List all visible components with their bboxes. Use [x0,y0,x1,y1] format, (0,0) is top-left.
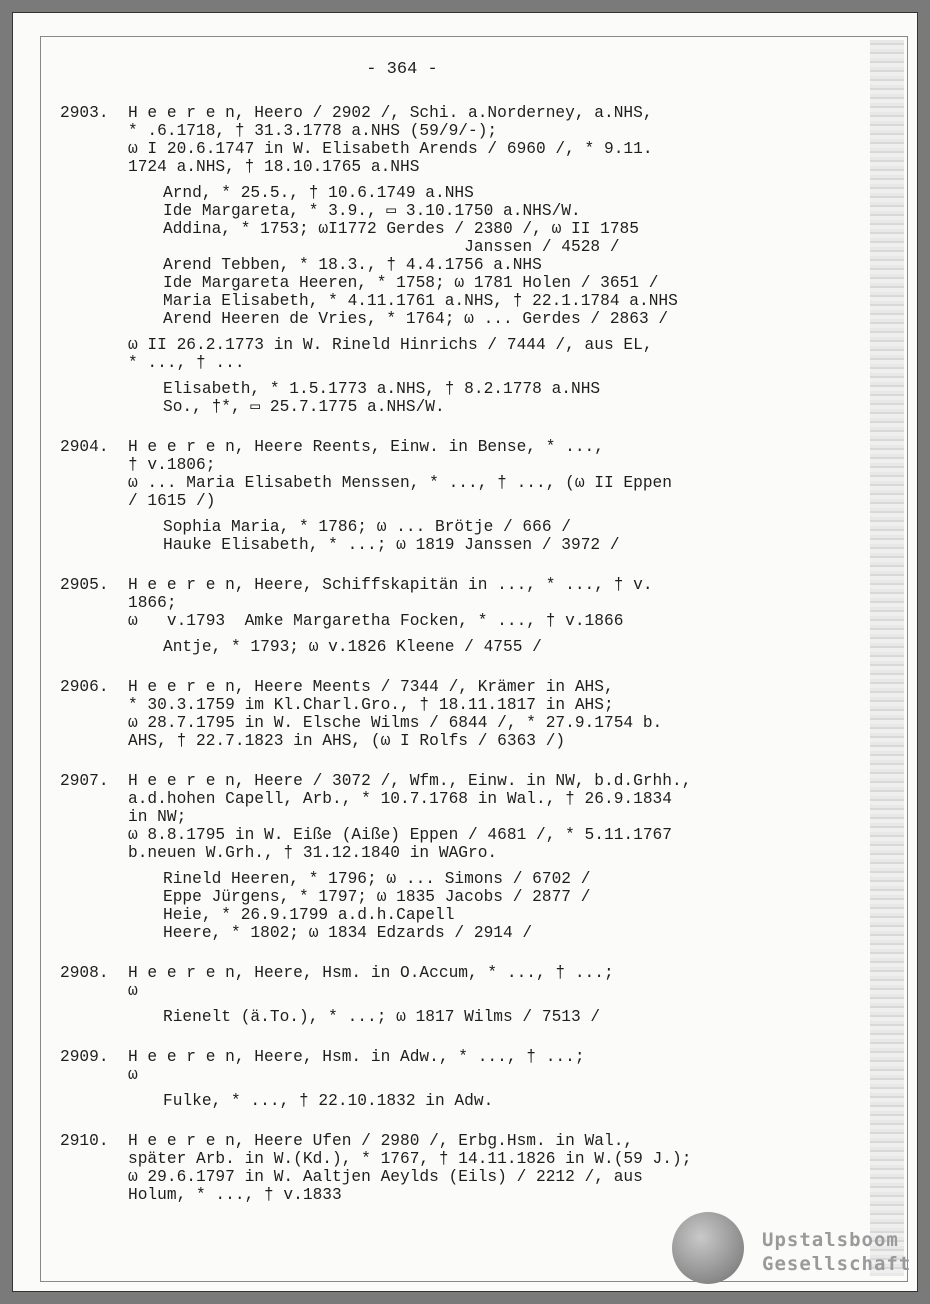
logo-line-1: Upstalsboom [762,1229,899,1251]
entry-line: H e e r e n, Heere Ufen / 2980 /, Erbg.Hsm. in Wal., [128,1132,634,1150]
children-list [128,518,820,554]
entry-line: ω 8.8.1795 in W. Eiße (Aiße) Eppen / 4681 /, * 5.11.1767 [128,826,672,844]
entry-text [128,104,820,176]
entry-line: später Arb. in W.(Kd.), * 1767, † 14.11.1826 in W.(59 J.); [128,1150,692,1168]
document-page [12,12,918,1292]
entry [60,576,820,656]
entry-text [128,1132,820,1204]
child-line: Elisabeth, * 1.5.1773 a.NHS, † 8.2.1778 a.NHS [163,380,601,398]
entry-text [128,678,820,750]
page-number: - 364 - [366,60,438,79]
entry-line: ω v.1793 Amke Margaretha Focken, * ..., † v.1866 [128,612,624,630]
entry-number: 2909. [60,1048,109,1066]
entry-line: AHS, † 22.7.1823 in AHS, (ω I Rolfs / 6363 /) [128,732,566,750]
entry-line: ω ... Maria Elisabeth Menssen, * ..., † ..., (ω II Eppen [128,474,672,492]
children-list [128,184,820,328]
entry-line: † v.1806; [128,456,216,474]
entry-number: 2908. [60,964,109,982]
child-line: Janssen / 4528 / [163,238,620,256]
child-line: Arnd, * 25.5., † 10.6.1749 a.NHS [163,184,474,202]
children-list [128,638,820,656]
entry [60,678,820,750]
entry [60,772,820,942]
scan-edge [870,40,904,1276]
entry-number: 2907. [60,772,109,790]
entry-line: H e e r e n, Heere / 3072 /, Wfm., Einw. in NW, b.d.Grhh., [128,772,692,790]
children-list [128,1092,820,1110]
entry-line: in NW; [128,808,187,826]
entry-line: H e e r e n, Heere, Schiffskapitän in ..., * ..., † v. [128,576,653,594]
seal-icon [672,1212,744,1284]
child-line: So., †*, ▭ 25.7.1775 a.NHS/W. [163,398,445,416]
entry [60,438,820,554]
entry-line: * .6.1718, † 31.3.1778 a.NHS (59/9/-); [128,122,498,140]
entry-line: Holum, * ..., † v.1833 [128,1186,342,1204]
child-line: Eppe Jürgens, * 1797; ω 1835 Jacobs / 2877 / [163,888,591,906]
entry [60,1048,820,1110]
entry-line: H e e r e n, Heere, Hsm. in Adw., * ..., † ...; [128,1048,585,1066]
child-line: Rienelt (ä.To.), * ...; ω 1817 Wilms / 7513 / [163,1008,601,1026]
entry-line: / 1615 /) [128,492,216,510]
child-line: Fulke, * ..., † 22.10.1832 in Adw. [163,1092,494,1110]
entry-line: H e e r e n, Heero / 2902 /, Schi. a.Norderney, a.NHS, [128,104,653,122]
entry-number: 2904. [60,438,109,456]
entry-number: 2906. [60,678,109,696]
logo-line-2: Gesellschaft [762,1253,912,1275]
entry-number: 2905. [60,576,109,594]
entry [60,1132,820,1204]
entry-line: ω II 26.2.1773 in W. Rineld Hinrichs / 7444 /, aus EL, [128,336,653,354]
entry-text [128,336,820,372]
children-list [128,380,820,416]
child-line: Hauke Elisabeth, * ...; ω 1819 Janssen / 3972 / [163,536,620,554]
children-list [128,870,820,942]
entry-line: H e e r e n, Heere, Hsm. in O.Accum, * ..., † ...; [128,964,614,982]
society-logo [670,1212,910,1290]
entry-line: ω [128,1066,138,1084]
child-line: Addina, * 1753; ωI1772 Gerdes / 2380 /, ω II 1785 [163,220,639,238]
entry-line: ω I 20.6.1747 in W. Elisabeth Arends / 6960 /, * 9.11. [128,140,653,158]
entry-line: a.d.hohen Capell, Arb., * 10.7.1768 in Wal., † 26.9.1834 [128,790,672,808]
child-line: Heere, * 1802; ω 1834 Edzards / 2914 / [163,924,533,942]
entry-line: b.neuen W.Grh., † 31.12.1840 in WAGro. [128,844,498,862]
entry-number: 2910. [60,1132,109,1150]
child-line: Sophia Maria, * 1786; ω ... Brötje / 666 / [163,518,571,536]
children-list [128,1008,820,1026]
child-line: Ide Margareta, * 3.9., ▭ 3.10.1750 a.NHS/W. [163,202,581,220]
entry-text [128,438,820,510]
entry-line: 1724 a.NHS, † 18.10.1765 a.NHS [128,158,420,176]
entry [60,104,820,416]
entry-line: ω 28.7.1795 in W. Elsche Wilms / 6844 /, * 27.9.1754 b. [128,714,663,732]
entry-line: 1866; [128,594,177,612]
entry-text [128,772,820,862]
entry-text [128,1048,820,1084]
child-line: Rineld Heeren, * 1796; ω ... Simons / 6702 / [163,870,591,888]
entry-number: 2903. [60,104,109,122]
entry-line: H e e r e n, Heere Meents / 7344 /, Krämer in AHS, [128,678,614,696]
entry-line: * 30.3.1759 im Kl.Charl.Gro., † 18.11.1817 in AHS; [128,696,614,714]
child-line: Maria Elisabeth, * 4.11.1761 a.NHS, † 22.1.1784 a.NHS [163,292,678,310]
entry-text [128,964,820,1000]
entry [60,964,820,1026]
entry-line: ω [128,982,138,1000]
child-line: Heie, * 26.9.1799 a.d.h.Capell [163,906,455,924]
child-line: Antje, * 1793; ω v.1826 Kleene / 4755 / [163,638,542,656]
child-line: Arend Tebben, * 18.3., † 4.4.1756 a.NHS [163,256,542,274]
entry-line: * ..., † ... [128,354,245,372]
entry-line: ω 29.6.1797 in W. Aaltjen Aeylds (Eils) / 2212 /, aus [128,1168,643,1186]
entry-text [128,576,820,630]
entry-line: H e e r e n, Heere Reents, Einw. in Bense, * ..., [128,438,604,456]
genealogy-entries [60,104,820,1226]
child-line: Arend Heeren de Vries, * 1764; ω ... Gerdes / 2863 / [163,310,669,328]
child-line: Ide Margareta Heeren, * 1758; ω 1781 Holen / 3651 / [163,274,659,292]
